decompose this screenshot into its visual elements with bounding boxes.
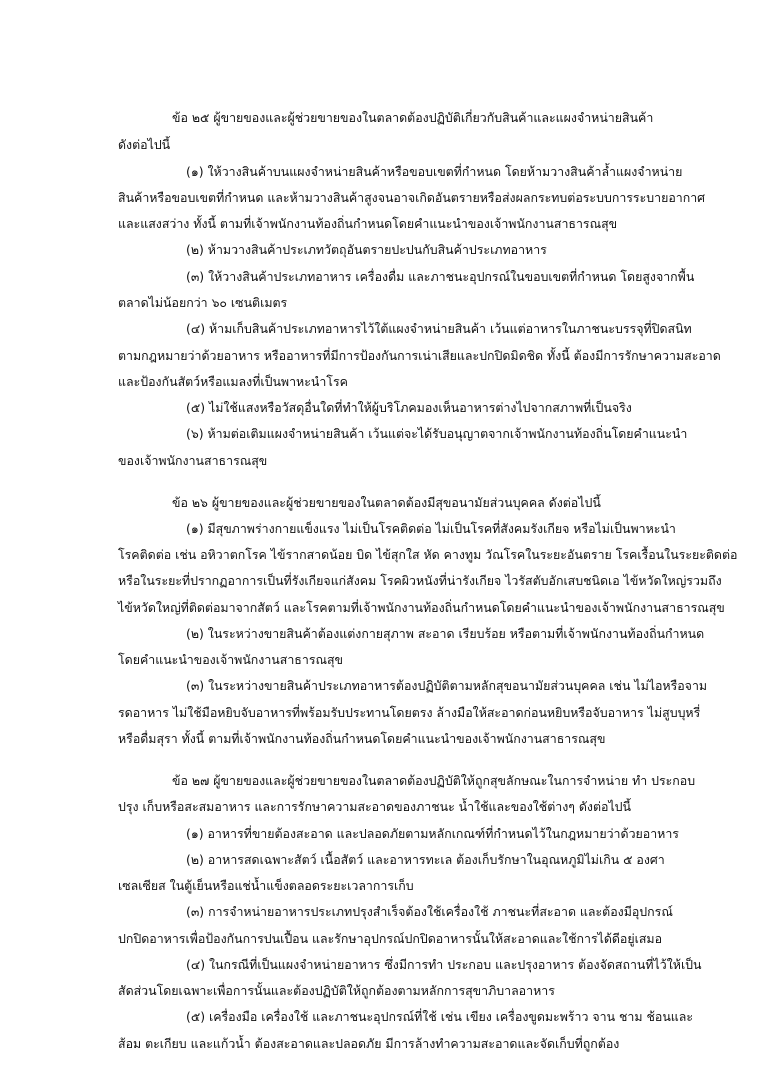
- clause-25-heading-cont: ดังต่อไปนี้: [118, 137, 171, 152]
- clause-25-item-6-cont: ของเจ้าพนักงานสาธารณสุข: [118, 453, 268, 468]
- clause-27-item-4-cont: สัดส่วนโดยเฉพาะเพื่อการนั้นและต้องปฏิบัติให้ถูกต้องตามหลักการสุขาภิบาลอาหาร: [118, 983, 555, 998]
- clause-27-item-5: (๕) เครื่องมือ เครื่องใช้ และภาชนะอุปกรณ์ที่ใช้ เช่น เขียง เครื่องขูดมะพร้าว จาน ชาม ช้อนและ: [186, 1009, 694, 1024]
- clause-25-item-4-cont: ตามกฎหมายว่าด้วยอาหาร หรืออาหารที่มีการป้องกันการเน่าเสียและปกปิดมิดชิด ทั้งนี้ ต้องมีการรักษาความสะอาด: [118, 348, 721, 363]
- clause-25-item-3: (๓) ให้วางสินค้าประเภทอาหาร เครื่องดื่ม และภาชนะอุปกรณ์ในขอบเขตที่กำหนด โดยสูงจากพื้น: [186, 269, 695, 284]
- clause-27-item-3: (๓) การจำหน่ายอาหารประเภทปรุงสำเร็จต้องใช้เครื่องใช้ ภาชนะที่สะอาด และต้องมีอุปกรณ์: [186, 904, 673, 919]
- clause-25-item-6: (๖) ห้ามต่อเติมแผงจำหน่ายสินค้า เว้นแต่จะได้รับอนุญาตจากเจ้าพนักงานท้องถิ่นโดยคำแนะนำ: [186, 426, 688, 441]
- clause-27-item-2-cont: เซลเซียส ในตู้เย็นหรือแช่น้ำแข็งตลอดระยะเวลาการเก็บ: [118, 878, 414, 893]
- clause-25-heading: ข้อ ๒๕ ผู้ขายของและผู้ช่วยขายของในตลาดต้องปฏิบัติเกี่ยวกับสินค้าและแผงจำหน่ายสินค้า: [172, 110, 654, 125]
- clause-25-item-3-cont: ตลาดไม่น้อยกว่า ๖๐ เซนติเมตร: [118, 295, 288, 310]
- clause-26-item-3-cont: รดอาหาร ไม่ใช้มือหยิบจับอาหารที่พร้อมรับประทานโดยตรง ล้างมือให้สะอาดก่อนหยิบหรือจับอาหาร ไม่สูบบุหรี่: [118, 705, 701, 720]
- clause-26-item-1-cont: ไข้หวัดใหญ่ที่ติดต่อมาจากสัตว์ และโรคตามที่เจ้าพนักงานท้องถิ่นกำหนดโดยคำแนะนำของเจ้าพนักงานสาธารณสุข: [118, 600, 725, 615]
- clause-27-item-4: (๔) ในกรณีที่เป็นแผงจำหน่ายอาหาร ซึ่งมีการทำ ประกอบ และปรุงอาหาร ต้องจัดสถานที่ไว้ให้เป็น: [186, 957, 702, 972]
- clause-27-heading-cont: ปรุง เก็บหรือสะสมอาหาร และการรักษาความสะอาดของภาชนะ น้ำใช้และของใช้ต่างๆ ดังต่อไปนี้: [118, 799, 632, 814]
- clause-27-item-5-cont: ส้อม ตะเกียบ และแก้วน้ำ ต้องสะอาดและปลอดภัย มีการล้างทำความสะอาดและจัดเก็บที่ถูกต้อง: [118, 1036, 620, 1051]
- clause-26-item-1-cont: หรือในระยะที่ปรากฏอาการเป็นที่รังเกียจแก่สังคม โรคผิวหนังที่น่ารังเกียจ ไวรัสตับอักเสบชนิดเอ ไข้หวัดใหญ่รวมถึง: [118, 573, 722, 588]
- clause-25-item-1-cont: และแสงสว่าง ทั้งนี้ ตามที่เจ้าพนักงานท้องถิ่นกำหนดโดยคำแนะนำของเจ้าพนักงานสาธารณสุข: [118, 216, 618, 231]
- clause-26-item-1-cont: โรคติดต่อ เช่น อหิวาตกโรค ไข้รากสาดน้อย บิด ไข้สุกใส หัด คางทูม วัณโรคในระยะอันตราย โรคเรื้อนในระยะติดต่อ: [118, 547, 738, 562]
- clause-27-item-1: (๑) อาหารที่ขายต้องสะอาด และปลอดภัยตามหลักเกณฑ์ที่กำหนดไว้ในกฎหมายว่าด้วยอาหาร: [186, 826, 679, 841]
- clause-26-item-3-cont: หรือดื่มสุรา ทั้งนี้ ตามที่เจ้าพนักงานท้องถิ่นกำหนดโดยคำแนะนำของเจ้าพนักงานสาธารณสุข: [118, 731, 606, 746]
- clause-27-heading: ข้อ ๒๗ ผู้ขายของและผู้ช่วยขายของในตลาดต้องปฏิบัติให้ถูกสุขลักษณะในการจำหน่าย ทำ ประกอบ: [172, 773, 696, 788]
- clause-26-item-3: (๓) ในระหว่างขายสินค้าประเภทอาหารต้องปฏิบัติตามหลักสุขอนามัยส่วนบุคคล เช่น ไม่ไอหรือจาม: [186, 678, 708, 693]
- clause-26-heading: ข้อ ๒๖ ผู้ขายของและผู้ช่วยขายของในตลาดต้องมีสุขอนามัยส่วนบุคคล ดังต่อไปนี้: [172, 495, 601, 510]
- clause-25-item-1: (๑) ให้วางสินค้าบนแผงจำหน่ายสินค้าหรือขอบเขตที่กำหนด โดยห้ามวางสินค้าล้ำแผงจำหน่าย: [186, 164, 683, 179]
- clause-27-item-3-cont: ปกปิดอาหารเพื่อป้องกันการปนเปื้อน และรักษาอุปกรณ์ปกปิดอาหารนั้นให้สะอาดและใช้การได้ดีอยู่เสมอ: [118, 931, 663, 946]
- clause-25-item-5: (๕) ไม่ใช้แสงหรือวัสดุอื่นใดที่ทำให้ผู้บริโภคมองเห็นอาหารต่างไปจากสภาพที่เป็นจริง: [186, 400, 632, 415]
- clause-25-item-4-cont: และป้องกันสัตว์หรือแมลงที่เป็นพาหะนำโรค: [118, 374, 348, 389]
- clause-27-item-2: (๒) อาหารสดเฉพาะสัตว์ เนื้อสัตว์ และอาหารทะเล ต้องเก็บรักษาในอุณหภูมิไม่เกิน ๕ องศา: [186, 852, 665, 867]
- clause-26-item-1: (๑) มีสุขภาพร่างกายแข็งแรง ไม่เป็นโรคติดต่อ ไม่เป็นโรคที่สังคมรังเกียจ หรือไม่เป็นพาหะนำ: [186, 521, 676, 536]
- clause-25-item-4: (๔) ห้ามเก็บสินค้าประเภทอาหารไว้ใต้แผงจำหน่ายสินค้า เว้นแต่อาหารในภาชนะบรรจุที่ปิดสนิท: [186, 321, 692, 336]
- clause-26-item-2: (๒) ในระหว่างขายสินค้าต้องแต่งกายสุภาพ สะอาด เรียบร้อย หรือตามที่เจ้าพนักงานท้องถิ่นกำหนด: [186, 626, 705, 641]
- clause-25-item-2: (๒) ห้ามวางสินค้าประเภทวัตถุอันตรายปะปนกับสินค้าประเภทอาหาร: [186, 242, 547, 257]
- clause-26-item-2-cont: โดยคำแนะนำของเจ้าพนักงานสาธารณสุข: [118, 652, 344, 667]
- clause-25-item-1-cont: สินค้าหรือขอบเขตที่กำหนด และห้ามวางสินค้าสูงจนอาจเกิดอันตรายหรือส่งผลกระทบต่อระบบการระบายอากาศ: [118, 190, 706, 205]
